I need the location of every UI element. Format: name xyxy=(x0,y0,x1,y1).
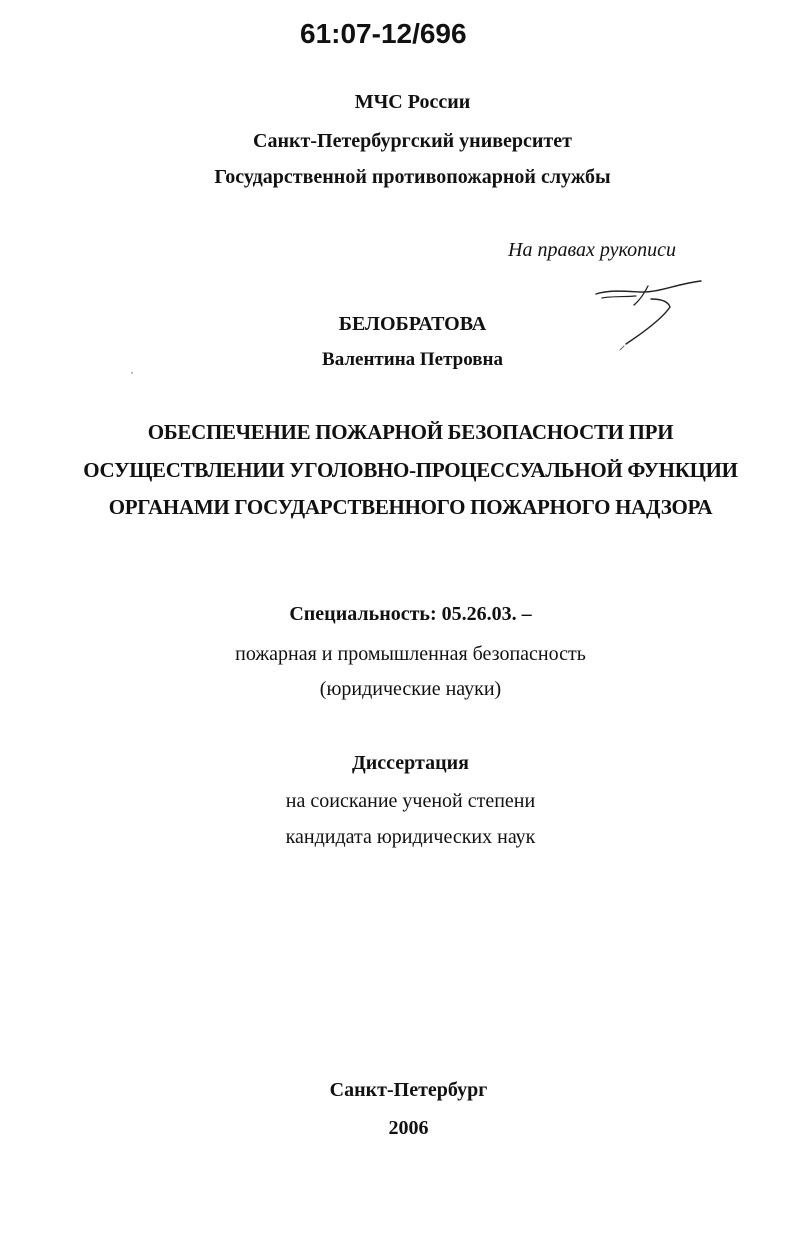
dissertation-title-line: ОРГАНАМИ ГОСУДАРСТВЕННОГО ПОЖАРНОГО НАДЗОРА xyxy=(108,495,713,519)
dissertation-title-line: ОБЕСПЕЧЕНИЕ ПОЖАРНОЙ БЕЗОПАСНОСТИ ПРИ xyxy=(147,420,674,444)
degree-purpose-line: на соискание ученой степени xyxy=(285,790,536,812)
fire-service-name: Государственной противопожарной службы xyxy=(214,166,611,188)
specialty-name: пожарная и промышленная безопасность xyxy=(235,643,586,665)
degree-name-line: кандидата юридических наук xyxy=(285,826,536,848)
publication-year: 2006 xyxy=(388,1117,429,1139)
author-surname: БЕЛОБРАТОВА xyxy=(338,313,487,335)
registration-number: 61:07-12/696 xyxy=(300,18,467,49)
publication-city: Санкт-Петербург xyxy=(329,1079,488,1101)
specialty-field: (юридические науки) xyxy=(319,678,502,700)
author-given-names: Валентина Петровна xyxy=(322,349,503,370)
dissertation-title-line: ОСУЩЕСТВЛЕНИИ УГОЛОВНО-ПРОЦЕССУАЛЬНОЙ ФУНКЦИИ xyxy=(83,458,738,482)
ministry-name: МЧС России xyxy=(354,91,471,113)
university-name: Санкт-Петербургский университет xyxy=(253,130,572,152)
handwritten-signature-icon xyxy=(588,272,708,352)
manuscript-rights-note: На правах рукописи xyxy=(508,239,676,261)
specialty-label: Специальность: 05.26.03. – xyxy=(289,603,532,625)
dissertation-label: Диссертация xyxy=(352,752,469,774)
scan-speck xyxy=(131,372,133,374)
